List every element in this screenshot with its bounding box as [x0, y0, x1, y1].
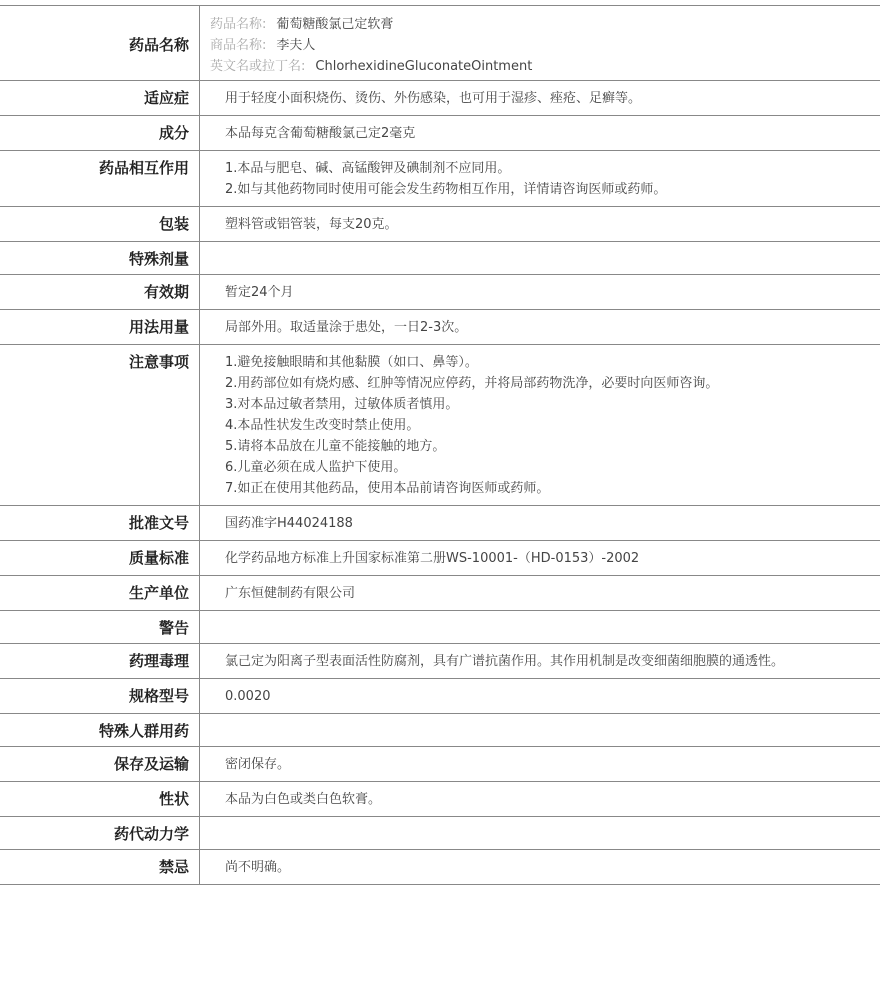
row-value — [200, 714, 880, 746]
row-value — [200, 541, 880, 575]
row-value — [200, 679, 880, 713]
table-row — [0, 275, 880, 310]
english-name-label: 英文名或拉丁名: — [210, 59, 306, 74]
row-value — [200, 310, 880, 344]
row-label: 质量标准 — [0, 541, 200, 575]
row-value-line: 本品每克含葡萄糖酸氯己定2毫克 — [225, 126, 416, 141]
row-value — [200, 242, 880, 274]
table-row — [0, 817, 880, 850]
row-label: 规格型号 — [0, 679, 200, 713]
generic-name-line — [210, 14, 880, 35]
table-row — [0, 506, 880, 541]
row-value — [200, 275, 880, 309]
row-value — [200, 817, 880, 849]
table-row — [0, 714, 880, 747]
table-row — [0, 151, 880, 207]
trade-name-line — [210, 35, 880, 56]
table-row — [0, 207, 880, 242]
row-value — [200, 747, 880, 781]
table-row — [0, 310, 880, 345]
row-value — [200, 611, 880, 643]
row-value-line: 暂定24个月 — [225, 285, 294, 300]
table-row — [0, 345, 880, 506]
row-label: 用法用量 — [0, 310, 200, 344]
table-row — [0, 644, 880, 679]
row-label: 特殊人群用药 — [0, 714, 200, 746]
drug-name-row — [0, 6, 880, 81]
spec-rows — [0, 81, 880, 885]
row-value-line: 国药准字H44024188 — [225, 516, 353, 531]
row-value-line: 2.如与其他药物同时使用可能会发生药物相互作用，详情请咨询医师或药师。 — [225, 182, 667, 197]
table-row — [0, 679, 880, 714]
row-value — [200, 782, 880, 816]
row-label: 批准文号 — [0, 506, 200, 540]
row-value-line: 局部外用。取适量涂于患处，一日2-3次。 — [225, 320, 468, 335]
row-value-line: 化学药品地方标准上升国家标准第二册WS-10001-（HD-0153）-2002 — [225, 551, 640, 566]
row-label: 成分 — [0, 116, 200, 150]
row-label: 药代动力学 — [0, 817, 200, 849]
row-value-line: 尚不明确。 — [225, 860, 291, 875]
row-value-line: 1.本品与肥皂、碱、高锰酸钾及碘制剂不应同用。 — [225, 161, 511, 176]
row-label: 包装 — [0, 207, 200, 241]
row-value — [200, 850, 880, 884]
row-label: 药理毒理 — [0, 644, 200, 678]
english-name-value: ChlorhexidineGluconateOintment — [315, 59, 533, 74]
table-row — [0, 611, 880, 644]
row-value — [200, 151, 880, 206]
row-value-line: 6.儿童必须在成人监护下使用。 — [225, 460, 407, 475]
table-row — [0, 850, 880, 885]
row-value — [200, 506, 880, 540]
row-value-line: 4.本品性状发生改变时禁止使用。 — [225, 418, 420, 433]
row-label: 注意事项 — [0, 345, 200, 505]
table-row — [0, 242, 880, 275]
table-row — [0, 782, 880, 817]
row-value-line: 本品为白色或类白色软膏。 — [225, 792, 382, 807]
trade-name-value: 李夫人 — [276, 38, 316, 53]
row-value-line: 用于轻度小面积烧伤、烫伤、外伤感染，也可用于湿疹、痤疮、足癣等。 — [225, 91, 642, 106]
table-row — [0, 116, 880, 151]
table-row — [0, 576, 880, 611]
row-value-line: 0.0020 — [225, 689, 271, 704]
row-value-line: 2.用药部位如有烧灼感、红肿等情况应停药，并将局部药物洗净，必要时向医师咨询。 — [225, 376, 719, 391]
row-value — [200, 81, 880, 115]
row-value — [200, 576, 880, 610]
row-value-line: 塑料管或铝管装，每支20克。 — [225, 217, 398, 232]
trade-name-label: 商品名称: — [210, 38, 267, 53]
row-label: 特殊剂量 — [0, 242, 200, 274]
row-value — [200, 207, 880, 241]
row-label: 药品名称 — [0, 6, 200, 80]
row-value-line: 广东恒健制药有限公司 — [225, 586, 356, 601]
table-row — [0, 81, 880, 116]
table-row — [0, 747, 880, 782]
drug-name-values — [200, 6, 880, 80]
row-label: 有效期 — [0, 275, 200, 309]
table-row — [0, 541, 880, 576]
row-label: 生产单位 — [0, 576, 200, 610]
generic-name-label: 药品名称: — [210, 17, 267, 32]
row-value — [200, 345, 880, 505]
row-value-line: 1.避免接触眼睛和其他黏膜（如口、鼻等）。 — [225, 355, 478, 370]
row-label: 警告 — [0, 611, 200, 643]
row-value-line: 氯己定为阳离子型表面活性防腐剂，具有广谱抗菌作用。其作用机制是改变细菌细胞膜的通透性。 — [225, 654, 785, 669]
row-value-line: 5.请将本品放在儿童不能接触的地方。 — [225, 439, 446, 454]
row-label: 适应症 — [0, 81, 200, 115]
row-value-line: 密闭保存。 — [225, 757, 291, 772]
drug-spec-table — [0, 5, 880, 885]
row-value-line: 7.如正在使用其他药品，使用本品前请咨询医师或药师。 — [225, 481, 550, 496]
generic-name-value: 葡萄糖酸氯己定软膏 — [276, 17, 394, 32]
row-label: 禁忌 — [0, 850, 200, 884]
row-label: 药品相互作用 — [0, 151, 200, 206]
row-label: 保存及运输 — [0, 747, 200, 781]
row-value — [200, 644, 880, 678]
row-label: 性状 — [0, 782, 200, 816]
english-name-line — [210, 56, 880, 77]
row-value-line: 3.对本品过敏者禁用，过敏体质者慎用。 — [225, 397, 459, 412]
row-value — [200, 116, 880, 150]
